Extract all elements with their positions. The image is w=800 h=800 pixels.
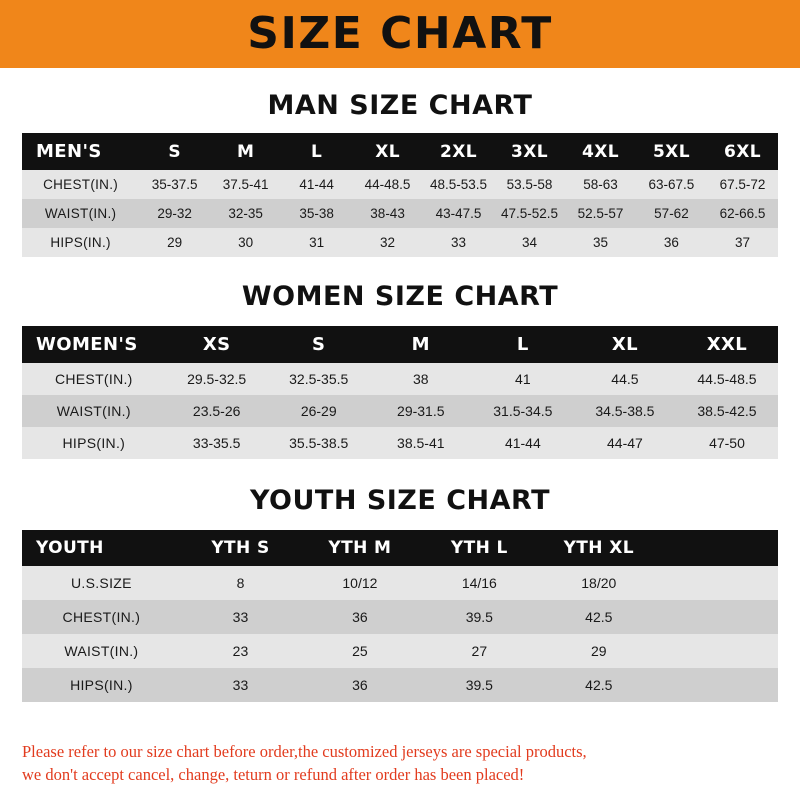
row-label: HIPS(IN.) <box>22 228 139 257</box>
table-cell: 29.5-32.5 <box>166 363 268 395</box>
row-label: HIPS(IN.) <box>22 668 181 702</box>
table-cell: 14/16 <box>420 566 539 600</box>
column-header: YTH M <box>300 530 419 566</box>
table-cell <box>659 600 779 634</box>
youth-section-title: YOUTH SIZE CHART <box>249 485 551 516</box>
table-cell: 38.5-42.5 <box>676 395 778 427</box>
column-header: XL <box>352 133 423 170</box>
table-cell: 37.5-41 <box>210 170 281 199</box>
table-cell <box>659 634 779 668</box>
column-header <box>659 530 779 566</box>
table-cell: 30 <box>210 228 281 257</box>
table-header-row <box>22 326 778 363</box>
column-header: WOMEN'S <box>22 326 166 363</box>
table-cell: 34.5-38.5 <box>574 395 676 427</box>
table-header-row <box>22 530 778 566</box>
table-cell: 42.5 <box>539 600 658 634</box>
table-cell: 39.5 <box>420 600 539 634</box>
table-cell: 33 <box>181 600 300 634</box>
table-cell: 29 <box>539 634 658 668</box>
table-cell: 53.5-58 <box>494 170 565 199</box>
column-header: 5XL <box>636 133 707 170</box>
column-header: YOUTH <box>22 530 181 566</box>
table-cell: 38-43 <box>352 199 423 228</box>
table-cell: 39.5 <box>420 668 539 702</box>
table-cell: 33 <box>181 668 300 702</box>
table-row <box>22 566 778 600</box>
table-cell: 47.5-52.5 <box>494 199 565 228</box>
table-cell: 25 <box>300 634 419 668</box>
table-row <box>22 395 778 427</box>
table-cell: 33 <box>423 228 494 257</box>
column-header: S <box>268 326 370 363</box>
column-header: 4XL <box>565 133 636 170</box>
column-header: XL <box>574 326 676 363</box>
row-label: WAIST(IN.) <box>22 634 181 668</box>
column-header: S <box>139 133 210 170</box>
column-header: XXL <box>676 326 778 363</box>
table-cell: 38 <box>370 363 472 395</box>
table-cell: 44-47 <box>574 427 676 459</box>
table-row <box>22 600 778 634</box>
column-header: 6XL <box>707 133 778 170</box>
table-cell: 35.5-38.5 <box>268 427 370 459</box>
table-row <box>22 170 778 199</box>
table-cell: 23 <box>181 634 300 668</box>
table-cell: 38.5-41 <box>370 427 472 459</box>
note-line-1: Please refer to our size chart before order,the customized jerseys are special products, <box>22 742 587 762</box>
table-cell: 36 <box>300 600 419 634</box>
table-cell: 27 <box>420 634 539 668</box>
row-label: CHEST(IN.) <box>22 170 139 199</box>
table-header-row <box>22 133 778 170</box>
column-header: XS <box>166 326 268 363</box>
table-row <box>22 199 778 228</box>
order-policy-note <box>0 731 800 800</box>
column-header: YTH L <box>420 530 539 566</box>
table-cell: 35 <box>565 228 636 257</box>
table-cell: 29-31.5 <box>370 395 472 427</box>
table-cell: 36 <box>300 668 419 702</box>
column-header: YTH XL <box>539 530 658 566</box>
column-header: 2XL <box>423 133 494 170</box>
table-row <box>22 634 778 668</box>
charts-container <box>0 68 800 731</box>
column-header: M <box>210 133 281 170</box>
note-line-2: we don't accept cancel, change, teturn or refund after order has been placed! <box>22 764 525 784</box>
table-cell: 10/12 <box>300 566 419 600</box>
man-section-title: MAN SIZE CHART <box>267 90 533 121</box>
table-cell: 32 <box>352 228 423 257</box>
table-cell: 48.5-53.5 <box>423 170 494 199</box>
table-cell: 47-50 <box>676 427 778 459</box>
table-cell: 29 <box>139 228 210 257</box>
table-cell: 23.5-26 <box>166 395 268 427</box>
table-row <box>22 668 778 702</box>
column-header: L <box>472 326 574 363</box>
table-cell: 35-37.5 <box>139 170 210 199</box>
table-cell: 62-66.5 <box>707 199 778 228</box>
table-cell <box>659 566 779 600</box>
table-row <box>22 228 778 257</box>
column-header: MEN'S <box>22 133 139 170</box>
table-row <box>22 363 778 395</box>
table-cell: 44.5-48.5 <box>676 363 778 395</box>
row-label: CHEST(IN.) <box>22 363 166 395</box>
table-cell: 44-48.5 <box>352 170 423 199</box>
table-cell: 18/20 <box>539 566 658 600</box>
table-cell: 63-67.5 <box>636 170 707 199</box>
table-cell: 41 <box>472 363 574 395</box>
table-cell: 57-62 <box>636 199 707 228</box>
table-cell: 37 <box>707 228 778 257</box>
column-header: L <box>281 133 352 170</box>
women-section-title: WOMEN SIZE CHART <box>241 281 559 312</box>
column-header: YTH S <box>181 530 300 566</box>
row-label: U.S.SIZE <box>22 566 181 600</box>
table-cell: 33-35.5 <box>166 427 268 459</box>
row-label: WAIST(IN.) <box>22 199 139 228</box>
column-header: 3XL <box>494 133 565 170</box>
table-cell: 44.5 <box>574 363 676 395</box>
page-title: SIZE CHART <box>247 8 553 59</box>
table-cell: 58-63 <box>565 170 636 199</box>
table-cell: 52.5-57 <box>565 199 636 228</box>
table-cell: 43-47.5 <box>423 199 494 228</box>
row-label: WAIST(IN.) <box>22 395 166 427</box>
table-cell: 32-35 <box>210 199 281 228</box>
table-cell <box>659 668 779 702</box>
table-cell: 34 <box>494 228 565 257</box>
table-cell: 26-29 <box>268 395 370 427</box>
table-cell: 41-44 <box>281 170 352 199</box>
youth-size-table <box>22 530 778 702</box>
table-cell: 32.5-35.5 <box>268 363 370 395</box>
table-cell: 67.5-72 <box>707 170 778 199</box>
table-cell: 31.5-34.5 <box>472 395 574 427</box>
table-cell: 42.5 <box>539 668 658 702</box>
table-row <box>22 427 778 459</box>
man-size-table <box>22 133 778 257</box>
women-size-table <box>22 326 778 459</box>
table-cell: 41-44 <box>472 427 574 459</box>
table-cell: 35-38 <box>281 199 352 228</box>
table-cell: 29-32 <box>139 199 210 228</box>
row-label: HIPS(IN.) <box>22 427 166 459</box>
page-banner <box>0 0 800 68</box>
table-cell: 8 <box>181 566 300 600</box>
table-cell: 36 <box>636 228 707 257</box>
table-cell: 31 <box>281 228 352 257</box>
column-header: M <box>370 326 472 363</box>
row-label: CHEST(IN.) <box>22 600 181 634</box>
